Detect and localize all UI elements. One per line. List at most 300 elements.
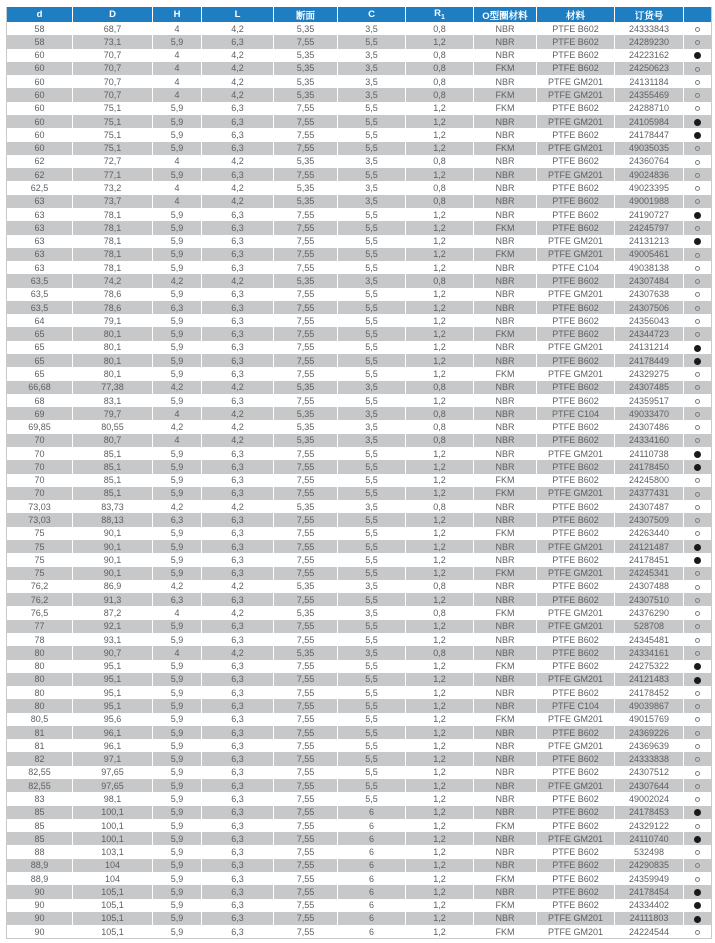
open-circle-icon [695, 226, 700, 231]
open-circle-icon [695, 279, 700, 284]
cell-oring-material: FKM [474, 487, 537, 500]
filled-circle-icon [694, 889, 701, 896]
cell-R1: 1,2 [406, 766, 474, 779]
cell-H: 5,9 [153, 367, 202, 380]
table-row [7, 367, 711, 380]
cell-oring-material: FKM [474, 248, 537, 261]
open-circle-icon [695, 67, 700, 72]
open-circle-icon [695, 332, 700, 337]
cell-indicator [684, 327, 711, 340]
cell-H: 5,9 [153, 673, 202, 686]
cell-oring-material: NBR [474, 845, 537, 858]
cell-H: 5,9 [153, 567, 202, 580]
cell-indicator [684, 620, 711, 633]
cell-D: 104 [73, 859, 153, 872]
table-body [7, 22, 711, 938]
cell-H: 5,9 [153, 752, 202, 765]
cell-D: 78,1 [73, 261, 153, 274]
cell-cross-section: 5,35 [274, 195, 338, 208]
cell-d: 75 [7, 540, 73, 553]
cell-C: 3,5 [338, 420, 406, 433]
cell-L: 6,3 [202, 142, 274, 155]
cell-d: 60 [7, 49, 73, 62]
cell-material: PTFE B602 [537, 859, 615, 872]
cell-material: PTFE B602 [537, 646, 615, 659]
cell-material: PTFE B602 [537, 460, 615, 473]
cell-C: 5,5 [338, 766, 406, 779]
cell-oring-material: NBR [474, 593, 537, 606]
cell-C: 5,5 [338, 261, 406, 274]
cell-L: 6,3 [202, 845, 274, 858]
cell-C: 6 [338, 806, 406, 819]
cell-indicator [684, 819, 711, 832]
cell-material: PTFE C104 [537, 407, 615, 420]
cell-cross-section: 7,55 [274, 819, 338, 832]
cell-R1: 1,2 [406, 819, 474, 832]
cell-indicator [684, 872, 711, 885]
table-row [7, 301, 711, 314]
cell-order-number: 24178451 [615, 553, 684, 566]
table-row [7, 434, 711, 447]
open-circle-icon [695, 571, 700, 576]
cell-H: 4 [153, 88, 202, 101]
cell-C: 5,5 [338, 474, 406, 487]
parts-catalog-table [7, 7, 711, 938]
cell-material: PTFE B602 [537, 381, 615, 394]
cell-d: 75 [7, 527, 73, 540]
cell-order-number: 49023395 [615, 181, 684, 194]
cell-H: 4 [153, 606, 202, 619]
cell-cross-section: 5,35 [274, 580, 338, 593]
cell-material: PTFE GM201 [537, 925, 615, 938]
cell-order-number: 24131184 [615, 75, 684, 88]
cell-d: 63,5 [7, 301, 73, 314]
cell-material: PTFE B602 [537, 394, 615, 407]
cell-C: 5,5 [338, 792, 406, 805]
cell-D: 105,1 [73, 912, 153, 925]
cell-indicator [684, 487, 711, 500]
cell-cross-section: 7,55 [274, 394, 338, 407]
cell-D: 103,1 [73, 845, 153, 858]
cell-cross-section: 7,55 [274, 593, 338, 606]
cell-L: 6,3 [202, 885, 274, 898]
cell-oring-material: NBR [474, 726, 537, 739]
cell-L: 6,3 [202, 819, 274, 832]
cell-d: 80 [7, 646, 73, 659]
cell-R1: 1,2 [406, 593, 474, 606]
cell-d: 60 [7, 142, 73, 155]
cell-d: 69 [7, 407, 73, 420]
cell-material: PTFE B602 [537, 872, 615, 885]
open-circle-icon [695, 253, 700, 258]
cell-H: 5,9 [153, 899, 202, 912]
cell-material: PTFE B602 [537, 513, 615, 526]
cell-indicator [684, 49, 711, 62]
cell-L: 6,3 [202, 912, 274, 925]
cell-indicator [684, 354, 711, 367]
cell-cross-section: 7,55 [274, 115, 338, 128]
table-row [7, 739, 711, 752]
cell-order-number: 24121483 [615, 673, 684, 686]
cell-C: 5,5 [338, 102, 406, 115]
cell-D: 79,7 [73, 407, 153, 420]
cell-order-number: 24334402 [615, 899, 684, 912]
cell-R1: 1,2 [406, 792, 474, 805]
cell-cross-section: 5,35 [274, 500, 338, 513]
cell-oring-material: FKM [474, 567, 537, 580]
cell-oring-material: NBR [474, 261, 537, 274]
cell-L: 6,3 [202, 513, 274, 526]
cell-material: PTFE GM201 [537, 88, 615, 101]
cell-oring-material: NBR [474, 407, 537, 420]
cell-C: 5,5 [338, 115, 406, 128]
cell-D: 91,3 [73, 593, 153, 606]
cell-L: 4,2 [202, 274, 274, 287]
cell-material: PTFE GM201 [537, 235, 615, 248]
cell-R1: 1,2 [406, 660, 474, 673]
cell-cross-section: 5,35 [274, 88, 338, 101]
cell-order-number: 49002024 [615, 792, 684, 805]
cell-H: 4 [153, 49, 202, 62]
table-row [7, 487, 711, 500]
cell-order-number: 24369639 [615, 739, 684, 752]
cell-D: 77,1 [73, 168, 153, 181]
cell-R1: 1,2 [406, 553, 474, 566]
open-circle-icon [695, 93, 700, 98]
cell-R1: 1,2 [406, 832, 474, 845]
table-row [7, 912, 711, 925]
cell-d: 73,03 [7, 513, 73, 526]
open-circle-icon [695, 585, 700, 590]
cell-C: 5,5 [338, 341, 406, 354]
cell-H: 5,9 [153, 553, 202, 566]
cell-order-number: 24290835 [615, 859, 684, 872]
cell-indicator [684, 22, 711, 35]
cell-H: 4 [153, 181, 202, 194]
cell-indicator [684, 673, 711, 686]
cell-D: 78,6 [73, 288, 153, 301]
cell-L: 6,3 [202, 128, 274, 141]
cell-R1: 0,8 [406, 274, 474, 287]
cell-order-number: 24245797 [615, 221, 684, 234]
cell-cross-section: 7,55 [274, 301, 338, 314]
cell-H: 5,9 [153, 726, 202, 739]
cell-material: PTFE B602 [537, 155, 615, 168]
cell-R1: 0,8 [406, 420, 474, 433]
cell-cross-section: 7,55 [274, 660, 338, 673]
cell-order-number: 24307510 [615, 593, 684, 606]
cell-d: 77 [7, 620, 73, 633]
cell-R1: 1,2 [406, 288, 474, 301]
cell-cross-section: 5,35 [274, 75, 338, 88]
cell-L: 4,2 [202, 407, 274, 420]
cell-L: 6,3 [202, 354, 274, 367]
cell-indicator [684, 553, 711, 566]
table-row [7, 248, 711, 261]
cell-L: 4,2 [202, 22, 274, 35]
cell-d: 60 [7, 102, 73, 115]
cell-cross-section: 5,35 [274, 407, 338, 420]
cell-d: 60 [7, 128, 73, 141]
cell-order-number: 24334160 [615, 434, 684, 447]
cell-indicator [684, 899, 711, 912]
cell-d: 85 [7, 806, 73, 819]
cell-L: 6,3 [202, 235, 274, 248]
cell-D: 100,1 [73, 806, 153, 819]
cell-d: 90 [7, 885, 73, 898]
cell-H: 4,2 [153, 580, 202, 593]
cell-L: 6,3 [202, 288, 274, 301]
cell-cross-section: 5,35 [274, 420, 338, 433]
cell-H: 5,9 [153, 540, 202, 553]
cell-L: 6,3 [202, 699, 274, 712]
open-circle-icon [695, 492, 700, 497]
table-row [7, 699, 711, 712]
cell-C: 5,5 [338, 779, 406, 792]
table-row [7, 274, 711, 287]
cell-material: PTFE B602 [537, 314, 615, 327]
cell-cross-section: 7,55 [274, 327, 338, 340]
open-circle-icon [695, 863, 700, 868]
open-circle-icon [695, 412, 700, 417]
cell-R1: 0,8 [406, 606, 474, 619]
cell-oring-material: FKM [474, 142, 537, 155]
table-row [7, 660, 711, 673]
table-row [7, 832, 711, 845]
cell-R1: 1,2 [406, 128, 474, 141]
table-row [7, 420, 711, 433]
cell-indicator [684, 288, 711, 301]
cell-cross-section: 7,55 [274, 792, 338, 805]
cell-d: 85 [7, 819, 73, 832]
cell-D: 80,1 [73, 354, 153, 367]
cell-H: 5,9 [153, 128, 202, 141]
cell-L: 6,3 [202, 341, 274, 354]
table-row [7, 593, 711, 606]
cell-D: 90,1 [73, 540, 153, 553]
table-row [7, 195, 711, 208]
cell-D: 97,65 [73, 766, 153, 779]
cell-cross-section: 7,55 [274, 527, 338, 540]
cell-cross-section: 7,55 [274, 341, 338, 354]
cell-cross-section: 7,55 [274, 832, 338, 845]
cell-R1: 1,2 [406, 713, 474, 726]
cell-H: 5,9 [153, 248, 202, 261]
cell-d: 88,9 [7, 872, 73, 885]
open-circle-icon [695, 292, 700, 297]
cell-cross-section: 7,55 [274, 766, 338, 779]
cell-order-number: 24131214 [615, 341, 684, 354]
cell-H: 5,9 [153, 327, 202, 340]
table-row [7, 513, 711, 526]
table-row [7, 168, 711, 181]
cell-R1: 0,8 [406, 407, 474, 420]
cell-R1: 1,2 [406, 726, 474, 739]
cell-D: 70,7 [73, 49, 153, 62]
cell-indicator [684, 301, 711, 314]
filled-circle-icon [694, 52, 701, 59]
cell-indicator [684, 195, 711, 208]
cell-indicator [684, 155, 711, 168]
cell-R1: 1,2 [406, 845, 474, 858]
cell-material: PTFE B602 [537, 766, 615, 779]
cell-oring-material: NBR [474, 195, 537, 208]
cell-R1: 1,2 [406, 447, 474, 460]
table-row [7, 792, 711, 805]
cell-oring-material: FKM [474, 660, 537, 673]
cell-indicator [684, 646, 711, 659]
cell-d: 75 [7, 567, 73, 580]
cell-oring-material: FKM [474, 474, 537, 487]
cell-d: 63 [7, 208, 73, 221]
cell-L: 4,2 [202, 62, 274, 75]
cell-R1: 1,2 [406, 885, 474, 898]
cell-cross-section: 7,55 [274, 102, 338, 115]
cell-C: 5,5 [338, 460, 406, 473]
cell-H: 5,9 [153, 354, 202, 367]
open-circle-icon [695, 531, 700, 536]
cell-L: 6,3 [202, 686, 274, 699]
cell-L: 6,3 [202, 779, 274, 792]
cell-oring-material: NBR [474, 633, 537, 646]
cell-d: 63 [7, 195, 73, 208]
cell-C: 5,5 [338, 394, 406, 407]
cell-cross-section: 7,55 [274, 752, 338, 765]
cell-material: PTFE C104 [537, 261, 615, 274]
cell-L: 6,3 [202, 872, 274, 885]
cell-indicator [684, 686, 711, 699]
cell-cross-section: 7,55 [274, 699, 338, 712]
cell-H: 5,9 [153, 713, 202, 726]
table-row [7, 580, 711, 593]
cell-R1: 1,2 [406, 686, 474, 699]
cell-indicator [684, 407, 711, 420]
cell-oring-material: NBR [474, 513, 537, 526]
cell-H: 5,9 [153, 35, 202, 48]
cell-oring-material: NBR [474, 885, 537, 898]
cell-material: PTFE B602 [537, 128, 615, 141]
cell-C: 5,5 [338, 221, 406, 234]
cell-D: 85,1 [73, 460, 153, 473]
cell-material: PTFE GM201 [537, 288, 615, 301]
cell-d: 68 [7, 394, 73, 407]
cell-L: 6,3 [202, 327, 274, 340]
cell-d: 80,5 [7, 713, 73, 726]
cell-R1: 1,2 [406, 341, 474, 354]
cell-L: 6,3 [202, 168, 274, 181]
cell-D: 80,1 [73, 327, 153, 340]
cell-D: 90,1 [73, 567, 153, 580]
cell-indicator [684, 314, 711, 327]
cell-indicator [684, 420, 711, 433]
cell-d: 88,9 [7, 859, 73, 872]
cell-indicator [684, 713, 711, 726]
cell-order-number: 24105984 [615, 115, 684, 128]
cell-d: 70 [7, 447, 73, 460]
table-row [7, 142, 711, 155]
filled-circle-icon [694, 132, 701, 139]
cell-d: 63,5 [7, 288, 73, 301]
cell-D: 90,1 [73, 553, 153, 566]
cell-order-number: 24355469 [615, 88, 684, 101]
cell-cross-section: 5,35 [274, 62, 338, 75]
cell-R1: 1,2 [406, 872, 474, 885]
cell-R1: 0,8 [406, 195, 474, 208]
cell-L: 4,2 [202, 434, 274, 447]
cell-d: 76,5 [7, 606, 73, 619]
cell-order-number: 24275322 [615, 660, 684, 673]
cell-d: 60 [7, 115, 73, 128]
cell-order-number: 49001988 [615, 195, 684, 208]
cell-oring-material: FKM [474, 925, 537, 938]
cell-indicator [684, 168, 711, 181]
cell-L: 6,3 [202, 806, 274, 819]
cell-L: 6,3 [202, 208, 274, 221]
cell-order-number: 24224544 [615, 925, 684, 938]
cell-L: 6,3 [202, 567, 274, 580]
cell-cross-section: 5,35 [274, 22, 338, 35]
cell-order-number: 24356043 [615, 314, 684, 327]
table-row [7, 673, 711, 686]
cell-d: 90 [7, 912, 73, 925]
table-row [7, 859, 711, 872]
cell-order-number: 24307488 [615, 580, 684, 593]
table-row [7, 49, 711, 62]
cell-order-number: 24288710 [615, 102, 684, 115]
cell-d: 63 [7, 248, 73, 261]
cell-H: 5,9 [153, 686, 202, 699]
cell-L: 6,3 [202, 447, 274, 460]
table-row [7, 500, 711, 513]
cell-indicator [684, 527, 711, 540]
cell-material: PTFE B602 [537, 845, 615, 858]
col-header-cross-section: 断面 [274, 7, 338, 22]
cell-C: 5,5 [338, 314, 406, 327]
cell-L: 6,3 [202, 301, 274, 314]
cell-indicator [684, 845, 711, 858]
cell-order-number: 24178452 [615, 686, 684, 699]
cell-C: 6 [338, 885, 406, 898]
cell-material: PTFE GM201 [537, 606, 615, 619]
cell-H: 5,9 [153, 620, 202, 633]
cell-R1: 1,2 [406, 779, 474, 792]
cell-oring-material: NBR [474, 806, 537, 819]
cell-L: 6,3 [202, 673, 274, 686]
cell-d: 62 [7, 155, 73, 168]
cell-D: 85,1 [73, 474, 153, 487]
cell-indicator [684, 102, 711, 115]
cell-material: PTFE B602 [537, 301, 615, 314]
col-header-indicator [684, 7, 711, 22]
cell-C: 3,5 [338, 580, 406, 593]
cell-L: 6,3 [202, 766, 274, 779]
cell-C: 5,5 [338, 487, 406, 500]
table-row [7, 62, 711, 75]
cell-order-number: 49033470 [615, 407, 684, 420]
cell-material: PTFE B602 [537, 474, 615, 487]
cell-C: 5,5 [338, 447, 406, 460]
table-row [7, 899, 711, 912]
cell-oring-material: FKM [474, 819, 537, 832]
cell-d: 58 [7, 35, 73, 48]
cell-C: 5,5 [338, 354, 406, 367]
cell-indicator [684, 540, 711, 553]
parts-table-container [6, 7, 712, 939]
cell-cross-section: 7,55 [274, 633, 338, 646]
open-circle-icon [695, 27, 700, 32]
cell-L: 6,3 [202, 540, 274, 553]
cell-indicator [684, 912, 711, 925]
